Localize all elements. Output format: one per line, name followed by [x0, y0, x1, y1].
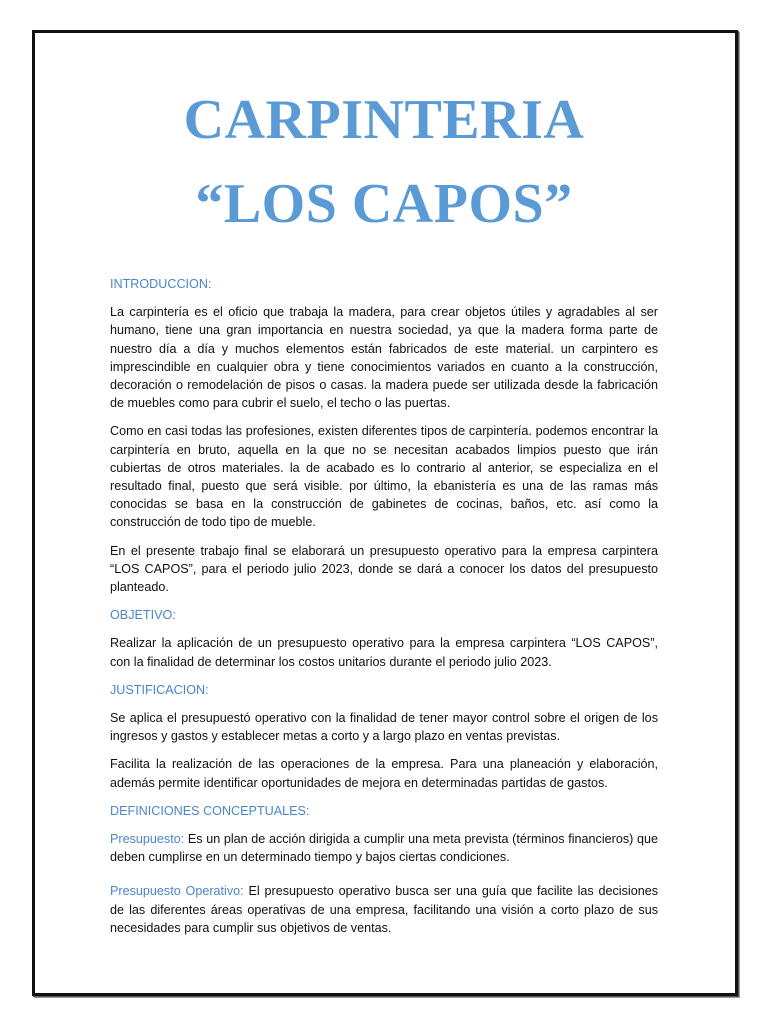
heading-objetivo: OBJETIVO:	[110, 608, 176, 623]
paragraph-justificacion-2: Facilita la realización de las operaciones de la empresa. Para una planeación y elaboración, además permite identificar oportunidades de mejora en determinadas partidas de gastos.	[110, 757, 658, 790]
definition-term-presupuesto: Presupuesto:	[110, 832, 185, 847]
definition-text-presupuesto: Es un plan de acción dirigida a cumplir una meta prevista (términos financieros) que deben cumplirse en un determinado tiempo y bajos ciertas condiciones.	[110, 832, 658, 865]
heading-introduccion: INTRODUCCION:	[110, 277, 212, 291]
document-title-line2: “LOS CAPOS”	[195, 173, 573, 235]
definition-term-presupuesto-operativo: Presupuesto Operativo:	[110, 884, 244, 899]
heading-definiciones: DEFINICIONES CONCEPTUALES:	[110, 803, 310, 818]
document-title-line1: CARPINTERIA	[183, 89, 585, 151]
heading-justificacion: JUSTIFICACION:	[110, 682, 209, 697]
paragraph-introduccion-1: La carpintería es el oficio que trabaja la madera, para crear objetos útiles y agradables al ser humano, tiene una gran importancia en nuestra sociedad, ya que la madera forma parte de nuestro día a día y muchos elementos están fabricados de este material. un carpintero es imprescindible en cualquier obra y tiene conocimientos variados en cuanto a la construcción, decoración o remodelación de pisos o casas. la madera puede ser utilizada desde la fabricación de muebles como para cubrir el suelo, el techo o las puertas.	[110, 305, 658, 411]
paragraph-introduccion-2: Como en casi todas las profesiones, existen diferentes tipos de carpintería. podemos encontrar la carpintería en bruto, aquella en la que no se necesitan acabados limpios puesto que irán cubiertas de otros materiales. la de acabado es lo contrario al anterior, se especializa en el resultado final, puesto que será visible. por último, la ebanistería es una de las ramas más conocidas se basa en la construcción de gabinetes de cocinas, baños, etc. así como la construcción de todo tipo de mueble.	[110, 424, 658, 530]
document-body	[110, 275, 658, 947]
paragraph-justificacion-1: Se aplica el presupuestó operativo con la finalidad de tener mayor control sobre el origen de los ingresos y gastos y establecer metas a corto y a largo plazo en ventas previstas.	[110, 711, 658, 744]
paragraph-objetivo-1: Realizar la aplicación de un presupuesto operativo para la empresa carpintera “LOS CAPOS”, con la finalidad de determinar los costos unitarios durante el periodo julio 2023.	[110, 636, 658, 669]
definition-text-presupuesto-operativo: El presupuesto operativo busca ser una guía que facilite las decisiones de las diferentes áreas operativas de una empresa, facilitando una visión a corto plazo de sus necesidades para cumplir sus objetivos de ventas.	[110, 884, 658, 935]
paragraph-introduccion-3: En el presente trabajo final se elaborará un presupuesto operativo para la empresa carpintera “LOS CAPOS”, para el periodo julio 2023, donde se dará a conocer los datos del presupuesto planteado.	[110, 543, 658, 595]
definition-presupuesto	[110, 830, 658, 866]
definition-presupuesto-operativo	[110, 882, 658, 937]
